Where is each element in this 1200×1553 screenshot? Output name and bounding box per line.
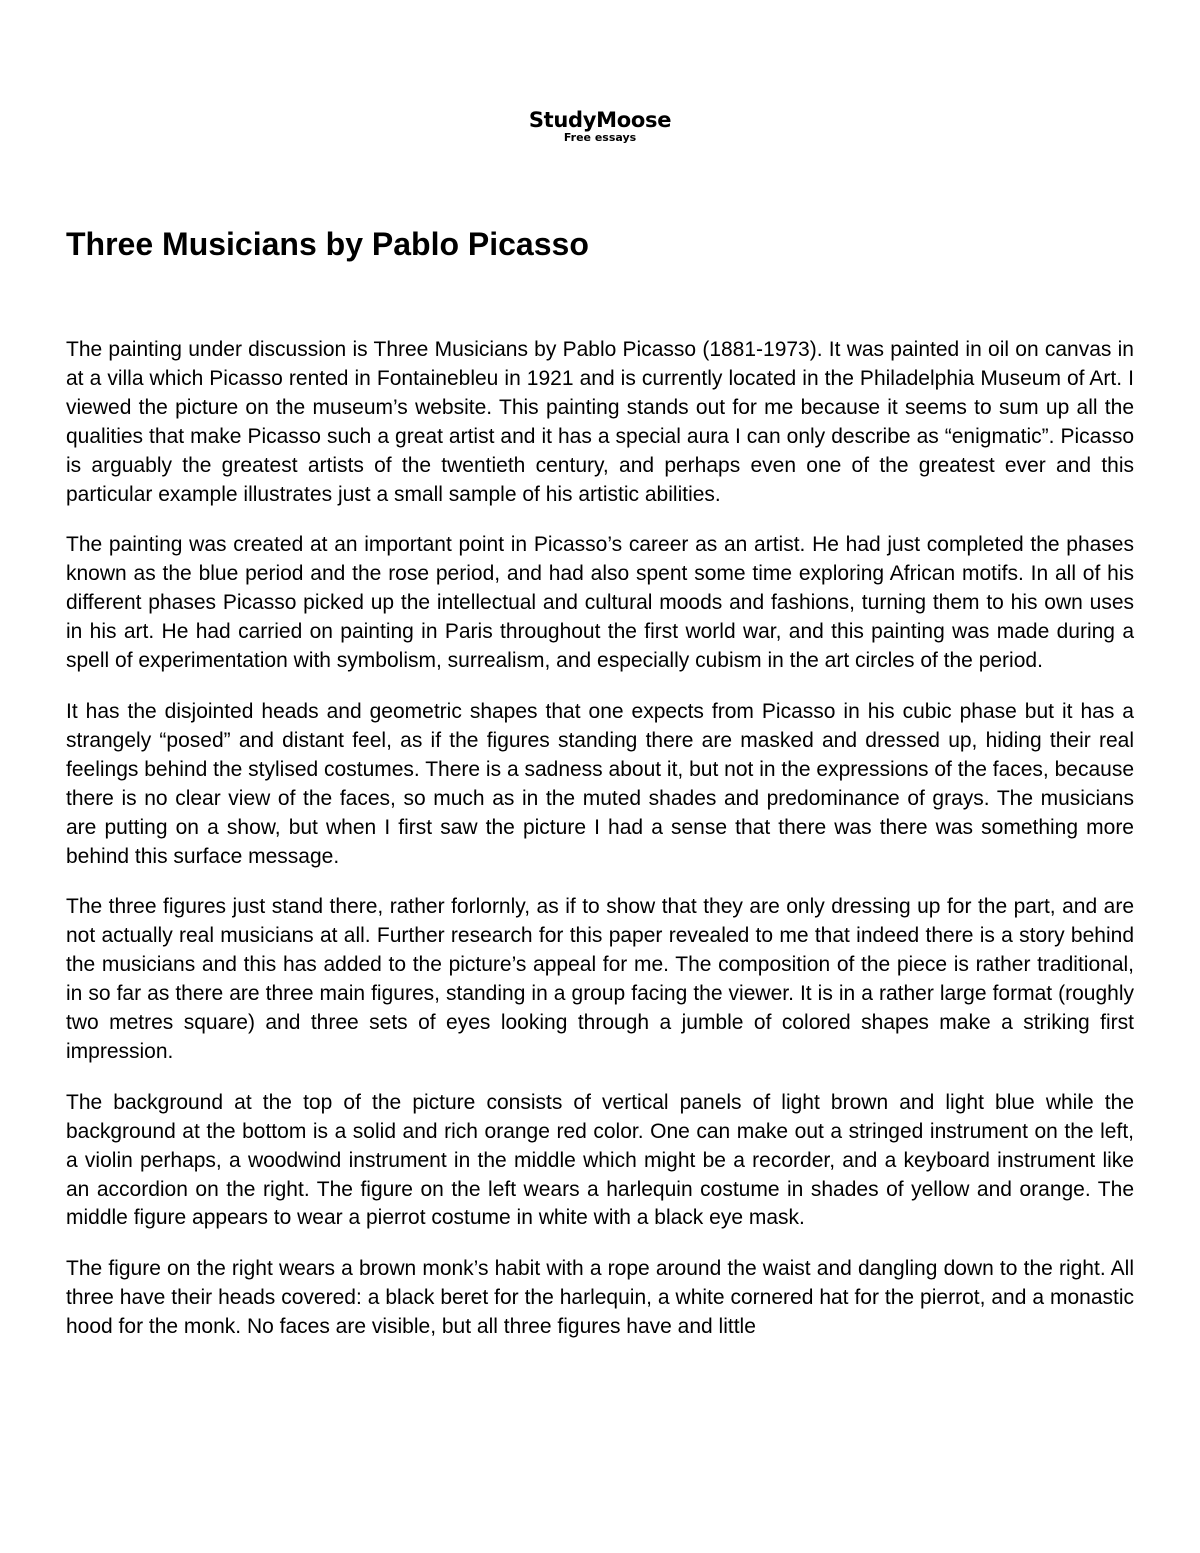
- paragraph: The figure on the right wears a brown monk’s habit with a rope around the waist and dangling down to the right. All three have their heads covered: a black beret for the harlequin, a white cornered hat for the pierrot, and a monastic hood for the monk. No faces are visible, but all three figures have and little: [66, 1257, 1134, 1339]
- paragraph: It has the disjointed heads and geometric shapes that one expects from Picasso in his cubic phase but it has a strangely “posed” and distant feel, as if the figures standing there are masked and dressed up, hiding their real feelings behind the stylised costumes. There is a sadness about it, but not in the expressions of the faces, because there is no clear view of the faces, so much as in the muted shades and predominance of grays. The musicians are putting on a show, but when I first saw the picture I had a sense that there was there was something more behind this surface message.: [66, 699, 1134, 868]
- brand-header: [0, 106, 1200, 144]
- paragraph: The painting under discussion is Three Musicians by Pablo Picasso (1881-1973). It was painted in oil on canvas in at a villa which Picasso rented in Fontainebleu in 1921 and is currently located in the Philadelphia Museum of Art. I viewed the picture on the museum’s website. This painting stands out for me because it seems to sum up all the qualities that make Picasso such a great artist and it has a special aura I can only describe as “enigmatic”. Picasso is arguably the greatest artists of the twentieth century, and perhaps even one of the greatest ever and this particular example illustrates just a small sample of his artistic abilities.: [66, 338, 1134, 506]
- brand-logo: StudyMoose: [528, 108, 672, 132]
- essay-title: Three Musicians by Pablo Picasso: [66, 226, 589, 262]
- paragraph: The three figures just stand there, rather forlornly, as if to show that they are only dressing up for the part, and are not actually real musicians at all. Further research for this paper revealed to me that indeed there is a story behind the musicians and this has added to the picture’s appeal for me. The composition of the piece is rather traditional, in so far as there are three main figures, standing in a group facing the viewer. It is in a rather large format (roughly two metres square) and three sets of eyes looking through a jumble of colored shapes make a striking first impression.: [66, 895, 1134, 1063]
- essay-body: [66, 336, 1134, 1364]
- brand-tagline: Free essays: [563, 131, 637, 144]
- paragraph: The background at the top of the picture consists of vertical panels of light brown and light blue while the background at the bottom is a solid and rich orange red color. One can make out a stringed instrument on the left, a violin perhaps, a woodwind instrument in the middle which might be a recorder, and a keyboard instrument like an accordion on the right. The figure on the left wears a harlequin costume in shades of yellow and orange. The middle figure appears to wear a pierrot costume in white with a black eye mask.: [66, 1090, 1134, 1230]
- paragraph: The painting was created at an important point in Picasso’s career as an artist. He had just completed the phases known as the blue period and the rose period, and had also spent some time exploring African motifs. In all of his different phases Picasso picked up the intellectual and cultural moods and fashions, turning them to his own uses in his art. He had carried on painting in Paris throughout the first world war, and this painting was made during a spell of experimentation with symbolism, surrealism, and especially cubism in the art circles of the period.: [66, 533, 1134, 673]
